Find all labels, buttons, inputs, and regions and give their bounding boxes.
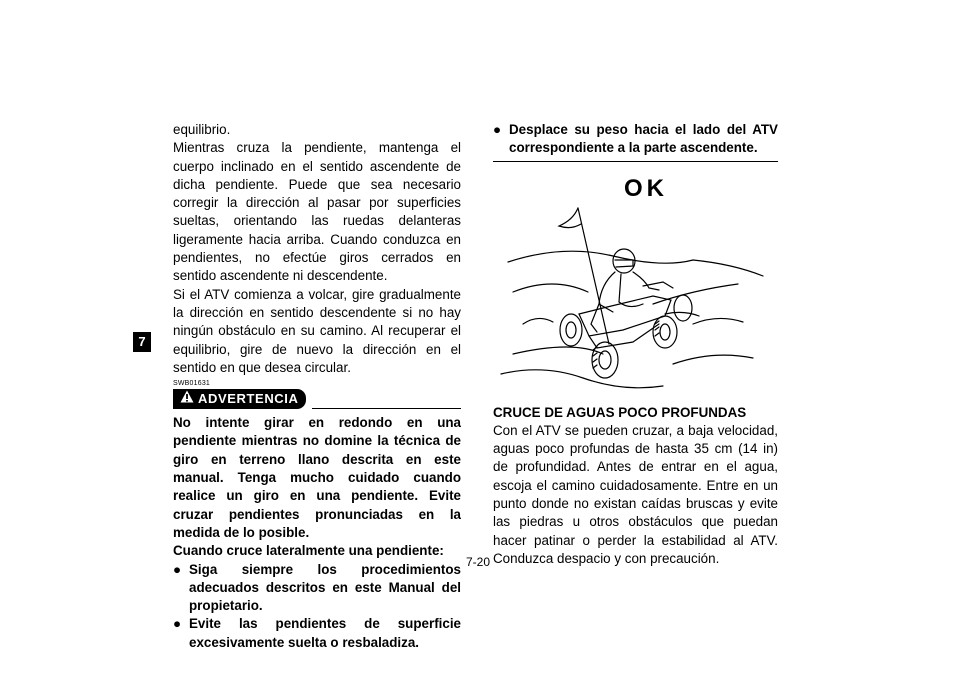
warning-subheading: Cuando cruce lateralmente una pendiente: <box>173 543 444 559</box>
right-column <box>493 121 778 568</box>
list-item-text: Desplace su peso hacia el lado del ATV correspondiente a la parte ascendente. <box>509 122 778 156</box>
chapter-tab: 7 <box>133 332 151 352</box>
figure-ok-label: OK <box>624 174 668 202</box>
list-item-text: Evite las pendientes de superficie excesivamente suelta o resbaladiza. <box>189 616 461 650</box>
left-column <box>173 121 461 652</box>
section-rule <box>493 161 778 162</box>
warning-label-box <box>173 389 306 409</box>
warning-rule <box>312 408 462 409</box>
paragraph-slope-crossing: Mientras cruza la pendiente, mantenga el cuerpo inclinado en el sentido ascendente de dicha pendiente. Puede que sea necesario corregir la dirección al pasar por superficies sueltas, orientando las ruedas delanteras ligeramente hacia arriba. Cuando conduzca en pendientes, no efectúe giros cerrados en sentido ascendente ni descendente. <box>173 140 461 284</box>
paragraph-equilibrio: equilibrio. <box>173 122 231 137</box>
list-item <box>173 561 461 616</box>
bullet-dot: ● <box>493 122 502 137</box>
paragraph-rollover: Si el ATV comienza a volcar, gire gradualmente la dirección en sentido descendente si no hay ningún obstáculo en su camino. Al recuperar el equilibrio, gire de nuevo la dirección en el sentido en que desea circular. <box>173 286 461 375</box>
list-item <box>493 121 778 158</box>
atv-illustration <box>493 164 778 402</box>
warning-header <box>173 388 461 410</box>
page-number: 7-20 <box>466 555 491 569</box>
bullet-dot: ● <box>173 561 182 577</box>
warning-triangle-icon <box>180 389 194 409</box>
warning-code: SWB01631 <box>173 380 211 388</box>
warning-label: ADVERTENCIA <box>198 391 299 407</box>
bullet-dot: ● <box>173 616 182 632</box>
paragraph-water-crossing: Con el ATV se pueden cruzar, a baja velocidad, aguas poco profundas de hasta 35 cm (14 in) de profundidad. Antes de entrar en el agua, escoja el camino cuidadosamente. Entre en un punto donde no existan caídas bruscas y evite las piedras u otros obstáculos que puedan hacer patinar o perder la estabilidad al ATV. Conduzca despacio y con precaución. <box>493 422 778 566</box>
warning-text: No intente girar en redondo en una pendiente mientras no domine la técnica de giro en terreno llano descrita en este manual. Tenga mucho cuidado cuando realice un giro en una pendiente. Evite cruzar pendientes pronunciadas en la medida de lo posible. <box>173 415 461 540</box>
list-item <box>173 615 461 652</box>
section-heading: CRUCE DE AGUAS POCO PROFUNDAS <box>493 404 747 420</box>
list-item-text: Siga siempre los procedimientos adecuados descritos en este Manual del propietario. <box>189 561 461 614</box>
